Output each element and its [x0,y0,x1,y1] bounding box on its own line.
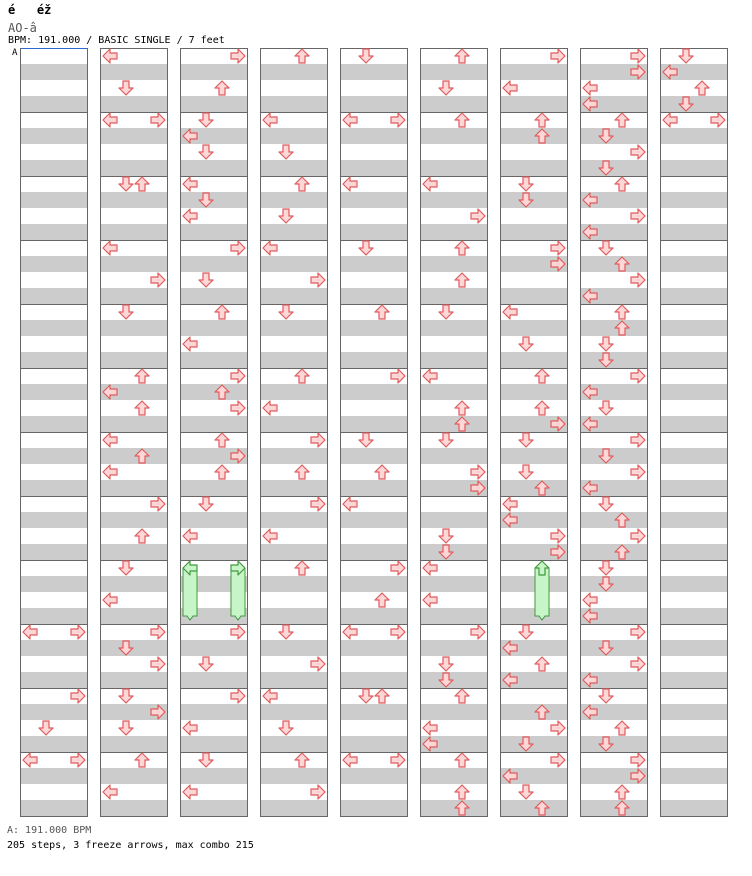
song-artist: AO-â [8,21,37,35]
measure [500,560,568,625]
measure [420,240,488,305]
measure [340,48,408,113]
measure [580,304,648,369]
measure [420,112,488,177]
measure [500,112,568,177]
measure [660,496,728,561]
measure [100,368,168,433]
measure [260,48,328,113]
measure [580,688,648,753]
measure [580,112,648,177]
measure [500,432,568,497]
bpm-marker-label: A [12,48,18,58]
measure [100,560,168,625]
measure [660,368,728,433]
chart-info: BPM: 191.000 / BASIC SINGLE / 7 feet [8,35,225,46]
measure [660,432,728,497]
measure [660,560,728,625]
measure [420,496,488,561]
measure [660,240,728,305]
measure [340,304,408,369]
measure [500,176,568,241]
measure [100,176,168,241]
measure [660,624,728,689]
measure [260,624,328,689]
measure [660,304,728,369]
measure [180,432,248,497]
measure [100,688,168,753]
chart-stats: 205 steps, 3 freeze arrows, max combo 215 [7,840,254,851]
measure [20,176,88,241]
measure [420,304,488,369]
freeze-arrow-body [183,568,197,620]
measure [180,304,248,369]
measure [20,48,88,113]
measure [180,112,248,177]
measure [100,752,168,817]
measure [180,752,248,817]
measure [20,240,88,305]
measure [420,48,488,113]
measure [420,752,488,817]
measure [260,560,328,625]
measure [660,48,728,113]
measure [260,176,328,241]
measure [20,496,88,561]
measure [260,368,328,433]
measure [660,688,728,753]
measure [20,112,88,177]
measure [20,432,88,497]
measure [100,304,168,369]
bpm-legend: A: 191.000 BPM [7,825,92,836]
measure [180,496,248,561]
measure [20,560,88,625]
measure [20,304,88,369]
measure [340,688,408,753]
freeze-arrow-body [231,568,245,620]
measure [660,752,728,817]
measure [340,432,408,497]
bpm-change-line [21,48,88,49]
freeze-arrow-body [535,568,549,620]
measure [260,752,328,817]
measure [260,304,328,369]
song-title: é éž [8,3,52,17]
measure [340,240,408,305]
measure [20,368,88,433]
measure [660,176,728,241]
measure [580,496,648,561]
measure [500,688,568,753]
